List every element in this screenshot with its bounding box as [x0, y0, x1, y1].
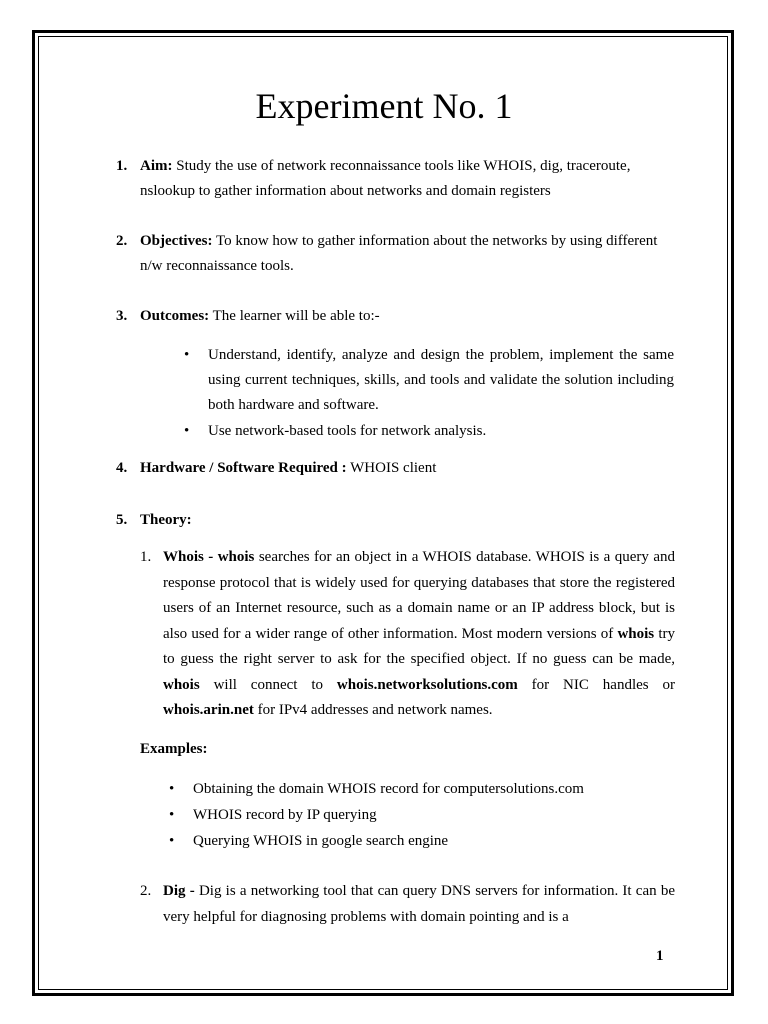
- list-item-text: Obtaining the domain WHOIS record for computersolutions.com: [193, 781, 584, 797]
- section-number: 2.: [116, 233, 128, 249]
- bullet-icon: •: [184, 347, 190, 363]
- section-text: To know how to gather information about the networks by using different n/w reconnaissance tools.: [140, 233, 658, 274]
- theory-text-bold: whois.networksolutions.com: [336, 676, 518, 693]
- section-label: Aim:: [140, 158, 173, 174]
- list-item-text: Querying WHOIS in google search engine: [193, 833, 449, 849]
- section-body: [140, 508, 680, 533]
- bullet-icon: •: [169, 833, 175, 849]
- section-number: 4.: [116, 460, 128, 476]
- section-text: Study the use of network reconnaissance tools like WHOIS, dig, traceroute, nslookup to gather information about networks and domain registers: [140, 158, 631, 199]
- theory-text-part: try to guess the right server to ask for the specified object. If no guess can be made,: [163, 625, 675, 667]
- section-body: [140, 456, 680, 481]
- page-number: 1: [656, 948, 664, 964]
- list-item-text: WHOIS record by IP querying: [193, 807, 377, 823]
- theory-item-number: 1.: [140, 549, 152, 565]
- bullet-icon: •: [184, 423, 190, 439]
- theory-text-part: will connect to: [199, 676, 337, 693]
- section-body: [140, 304, 680, 329]
- bullet-icon: •: [169, 781, 175, 797]
- theory-item-lead: Dig -: [163, 883, 195, 899]
- section-label: Outcomes:: [140, 308, 210, 324]
- examples-heading: Examples:: [140, 741, 208, 757]
- section-body: [140, 229, 680, 279]
- section-body: [140, 154, 680, 204]
- theory-item-text: [163, 879, 675, 930]
- theory-item-number: 2.: [140, 883, 152, 899]
- section-label: Objectives:: [140, 233, 213, 249]
- theory-text-part: searches for an object in a WHOIS database. WHOIS is a query and response protocol that is widely used for querying databases that store the registered users of an Internet resource, such as a domain name or an IP address block, but is also used for a wider range of other information. Most modern versions of: [163, 549, 676, 642]
- section-number: 5.: [116, 512, 128, 528]
- theory-item-text: [163, 545, 675, 724]
- bullet-icon: •: [169, 807, 175, 823]
- theory-text-bold: whois.arin.net: [163, 702, 254, 718]
- page-title: Experiment No. 1: [255, 86, 513, 126]
- section-number: 3.: [116, 308, 128, 324]
- theory-text-part: for NIC handles or: [517, 676, 675, 693]
- theory-text-part: Dig is a networking tool that can query DNS servers for information. It can be very helpful for diagnosing problems with domain pointing and is a: [163, 883, 675, 925]
- list-item-text: Understand, identify, analyze and design the problem, implement the same using current techniques, skills, and tools and validate the solution including both hardware and software.: [208, 347, 674, 413]
- theory-item-lead: Whois - whois: [163, 549, 255, 565]
- section-label: Hardware / Software Required :: [140, 460, 347, 476]
- section-text: The learner will be able to:-: [209, 308, 380, 324]
- section-text: WHOIS client: [346, 460, 437, 476]
- theory-text-part: for IPv4 addresses and network names.: [253, 702, 493, 718]
- section-number: 1.: [116, 158, 128, 174]
- list-item-text: Use network-based tools for network analysis.: [208, 423, 487, 439]
- section-label: Theory:: [140, 512, 192, 528]
- theory-text-bold: whois: [163, 676, 200, 693]
- theory-text-bold: whois: [617, 625, 655, 642]
